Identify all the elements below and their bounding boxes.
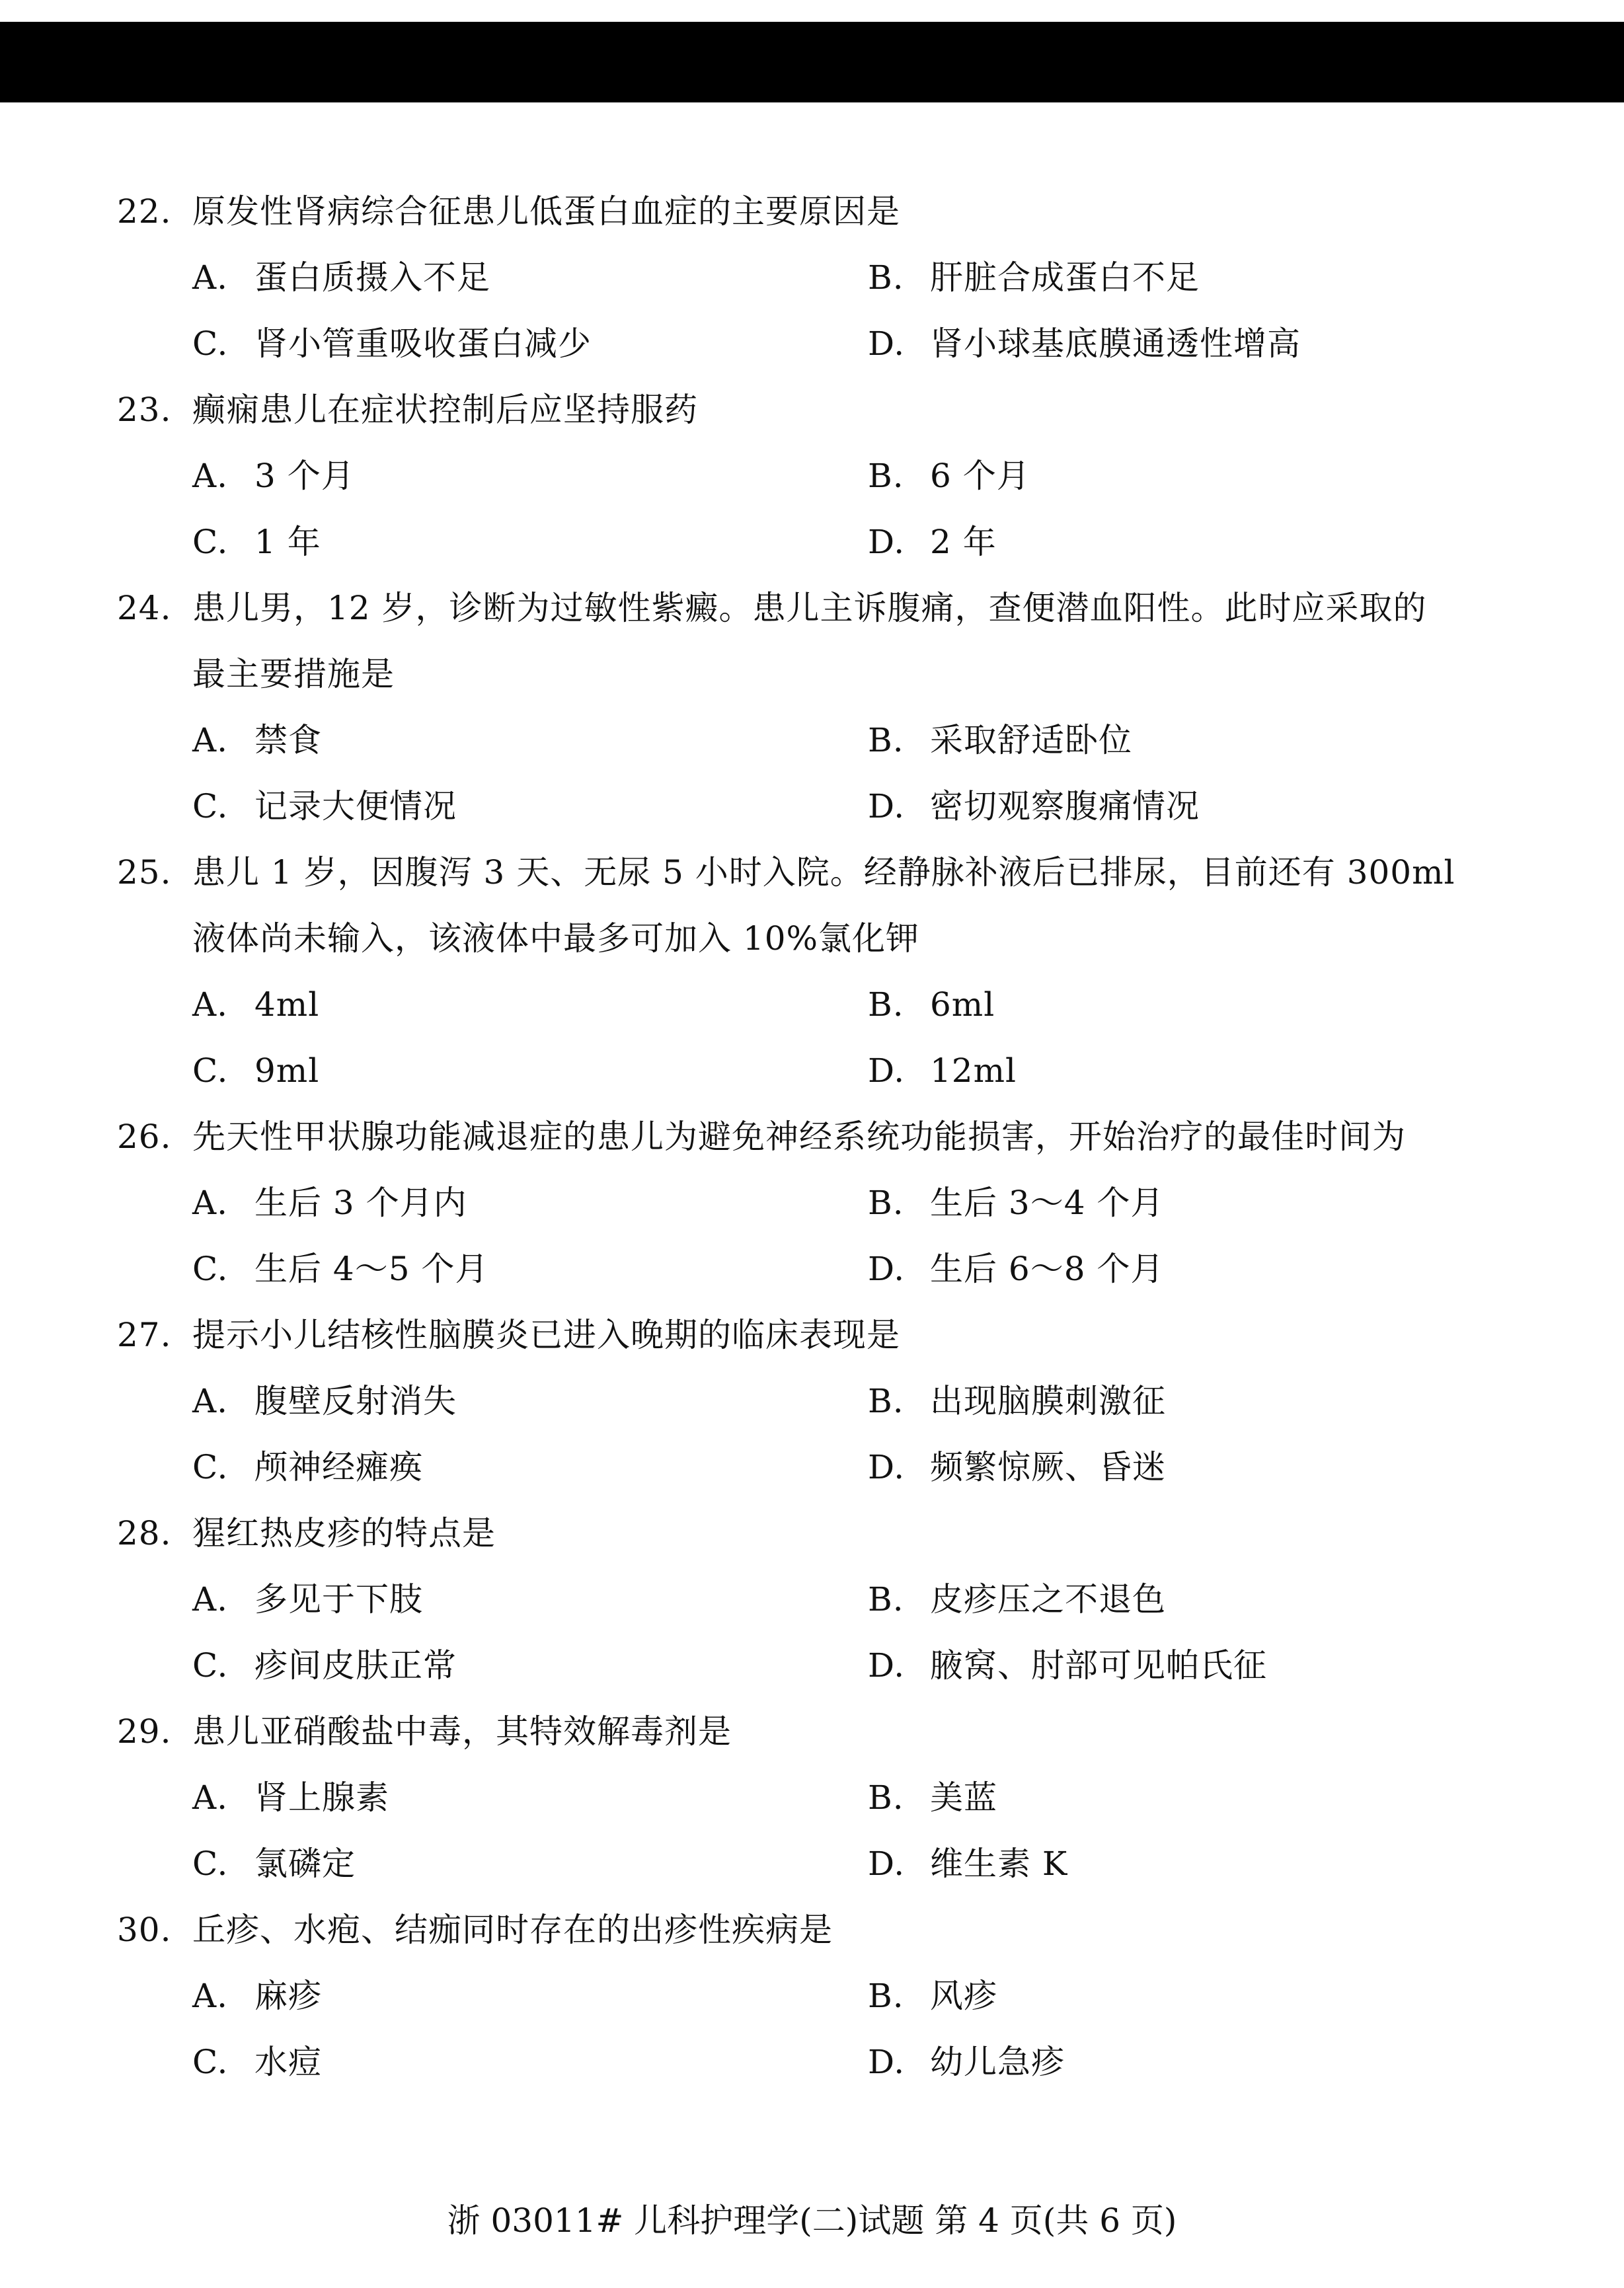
question-stem: 液体尚未输入，该液体中最多可加入 10%氯化钾 xyxy=(192,919,920,958)
option-text: 记录大便情况 xyxy=(254,787,457,825)
option-letter: C. xyxy=(192,523,229,561)
option-letter: B. xyxy=(868,457,904,495)
question-number: 29. xyxy=(117,1712,172,1751)
option-text: 生后 3～4 个月 xyxy=(930,1184,1165,1222)
option-d xyxy=(868,1831,1067,1897)
option-letter: D. xyxy=(868,324,906,363)
option-letter: D. xyxy=(868,1448,906,1486)
question-number: 24. xyxy=(117,589,172,627)
question-number: 30. xyxy=(117,1911,172,1949)
option-letter: C. xyxy=(192,1448,229,1486)
option-letter: C. xyxy=(192,1646,229,1685)
option-c xyxy=(192,311,592,377)
option-c xyxy=(192,509,321,575)
option-letter: B. xyxy=(868,1184,904,1222)
option-text: 维生素 K xyxy=(930,1845,1068,1883)
option-letter: D. xyxy=(868,1051,906,1090)
option-text: 3 个月 xyxy=(254,457,355,495)
option-text: 皮疹压之不退色 xyxy=(930,1580,1166,1619)
option-letter: C. xyxy=(192,1845,229,1883)
option-d xyxy=(868,509,997,575)
option-letter: B. xyxy=(868,985,904,1024)
option-text: 水痘 xyxy=(254,2043,322,2081)
option-c xyxy=(192,1831,356,1897)
option-d xyxy=(868,773,1200,839)
option-b xyxy=(868,1963,997,2029)
option-text: 生后 6～8 个月 xyxy=(930,1250,1165,1288)
option-letter: B. xyxy=(868,1778,904,1817)
option-c xyxy=(192,1038,319,1104)
question-stem: 患儿 1 岁，因腹泻 3 天、无尿 5 小时入院。经静脉补液后已排尿，目前还有 300ml xyxy=(192,853,1455,892)
option-a xyxy=(192,1963,322,2029)
question-stem: 患儿亚硝酸盐中毒，其特效解毒剂是 xyxy=(192,1712,732,1751)
option-c xyxy=(192,1236,488,1302)
question-stem: 提示小儿结核性脑膜炎已进入晚期的临床表现是 xyxy=(192,1316,900,1354)
option-b xyxy=(868,1170,1164,1236)
option-text: 麻疹 xyxy=(254,1977,322,2015)
option-text: 采取舒适卧位 xyxy=(930,721,1132,759)
question-stem: 先天性甲状腺功能减退症的患儿为避免神经系统功能损害，开始治疗的最佳时间为 xyxy=(192,1118,1406,1156)
option-letter: C. xyxy=(192,2043,229,2081)
option-text: 禁食 xyxy=(254,721,322,759)
question-number: 22. xyxy=(117,192,172,231)
option-text: 6 个月 xyxy=(930,457,1030,495)
option-b xyxy=(868,707,1132,773)
option-letter: D. xyxy=(868,523,906,561)
option-letter: B. xyxy=(868,1580,904,1619)
question-stem: 癫痫患儿在症状控制后应坚持服药 xyxy=(192,391,698,429)
question-stem: 猩红热皮疹的特点是 xyxy=(192,1514,496,1552)
question-number: 27. xyxy=(117,1316,172,1354)
option-text: 腹壁反射消失 xyxy=(254,1382,457,1420)
option-text: 美蓝 xyxy=(930,1778,997,1817)
option-text: 幼儿急疹 xyxy=(930,2043,1065,2081)
option-letter: A. xyxy=(192,1778,229,1817)
option-d xyxy=(868,1632,1267,1698)
option-a xyxy=(192,443,355,509)
option-text: 肾小球基底膜通透性增高 xyxy=(930,324,1301,363)
option-text: 多见于下肢 xyxy=(254,1580,423,1619)
option-text: 肾上腺素 xyxy=(254,1778,389,1817)
option-text: 2 年 xyxy=(930,523,997,561)
question-stem: 患儿男，12 岁，诊断为过敏性紫癜。患儿主诉腹痛，查便潜血阳性。此时应采取的 xyxy=(192,589,1427,627)
option-letter: A. xyxy=(192,1977,229,2015)
option-letter: A. xyxy=(192,1382,229,1420)
option-text: 生后 4～5 个月 xyxy=(254,1250,489,1288)
option-b xyxy=(868,1566,1166,1632)
option-letter: A. xyxy=(192,721,229,759)
option-c xyxy=(192,1632,457,1698)
question-number: 25. xyxy=(117,853,172,892)
option-c xyxy=(192,773,457,839)
option-a xyxy=(192,972,319,1038)
option-text: 肝脏合成蛋白不足 xyxy=(930,258,1200,297)
option-letter: A. xyxy=(192,457,229,495)
option-d xyxy=(868,1236,1164,1302)
option-d xyxy=(868,311,1301,377)
redaction-bar xyxy=(0,22,1624,102)
question-number: 28. xyxy=(117,1514,172,1552)
option-d xyxy=(868,2029,1065,2095)
option-letter: D. xyxy=(868,1845,906,1883)
option-text: 颅神经瘫痪 xyxy=(254,1448,423,1486)
option-letter: B. xyxy=(868,258,904,297)
option-letter: D. xyxy=(868,2043,906,2081)
option-letter: D. xyxy=(868,1646,906,1685)
option-text: 6ml xyxy=(930,985,995,1024)
option-a xyxy=(192,1170,467,1236)
option-d xyxy=(868,1434,1166,1500)
option-text: 风疹 xyxy=(930,1977,997,2015)
option-letter: C. xyxy=(192,1051,229,1090)
option-letter: B. xyxy=(868,1977,904,2015)
option-letter: B. xyxy=(868,721,904,759)
option-letter: A. xyxy=(192,985,229,1024)
option-letter: D. xyxy=(868,1250,906,1288)
option-a xyxy=(192,707,322,773)
option-letter: C. xyxy=(192,1250,229,1288)
option-text: 12ml xyxy=(930,1051,1017,1090)
option-text: 密切观察腹痛情况 xyxy=(930,787,1200,825)
question-stem: 最主要措施是 xyxy=(192,655,395,693)
option-text: 生后 3 个月内 xyxy=(254,1184,467,1222)
option-c xyxy=(192,1434,423,1500)
question-stem: 丘疹、水疱、结痂同时存在的出疹性疾病是 xyxy=(192,1911,833,1949)
option-letter: C. xyxy=(192,787,229,825)
option-text: 出现脑膜刺激征 xyxy=(930,1382,1166,1420)
page-footer: 浙 03011# 儿科护理学(二)试题 第 4 页(共 6 页) xyxy=(447,2201,1177,2240)
option-b xyxy=(868,972,995,1038)
option-letter: A. xyxy=(192,258,229,297)
option-a xyxy=(192,245,490,311)
question-number: 23. xyxy=(117,391,172,429)
option-letter: C. xyxy=(192,324,229,363)
option-a xyxy=(192,1765,389,1831)
option-a xyxy=(192,1368,457,1434)
option-b xyxy=(868,443,1030,509)
option-text: 腋窝、肘部可见帕氏征 xyxy=(930,1646,1267,1685)
option-text: 1 年 xyxy=(254,523,321,561)
option-text: 4ml xyxy=(254,985,320,1024)
option-b xyxy=(868,1368,1166,1434)
option-text: 疹间皮肤正常 xyxy=(254,1646,457,1685)
option-a xyxy=(192,1566,423,1632)
option-letter: A. xyxy=(192,1580,229,1619)
option-d xyxy=(868,1038,1017,1104)
option-text: 蛋白质摄入不足 xyxy=(254,258,490,297)
option-text: 频繁惊厥、昏迷 xyxy=(930,1448,1166,1486)
question-stem: 原发性肾病综合征患儿低蛋白血症的主要原因是 xyxy=(192,192,900,231)
option-text: 9ml xyxy=(254,1051,320,1090)
option-letter: D. xyxy=(868,787,906,825)
option-text: 肾小管重吸收蛋白减少 xyxy=(254,324,592,363)
option-letter: A. xyxy=(192,1184,229,1222)
option-c xyxy=(192,2029,322,2095)
option-letter: B. xyxy=(868,1382,904,1420)
option-b xyxy=(868,245,1200,311)
option-text: 氯磷定 xyxy=(254,1845,356,1883)
question-number: 26. xyxy=(117,1118,172,1156)
option-b xyxy=(868,1765,997,1831)
